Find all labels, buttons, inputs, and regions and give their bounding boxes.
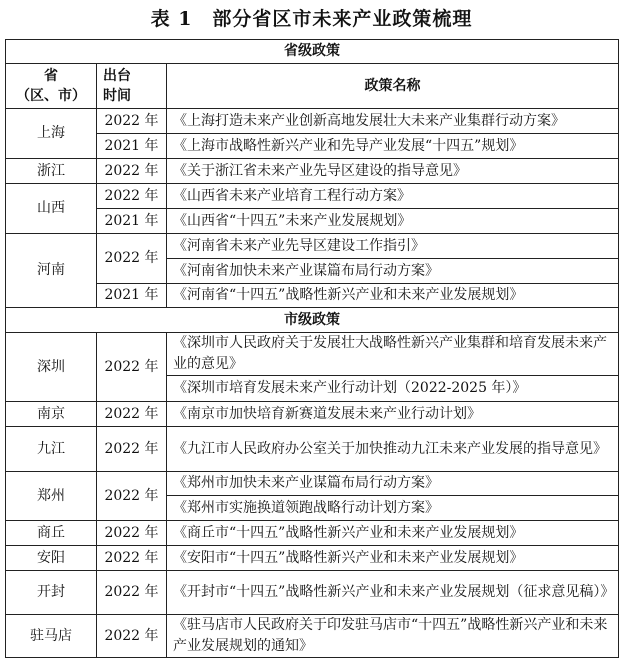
policy-cell: 《关于浙江省未来产业先导区建设的指导意见》	[167, 159, 619, 184]
policy-cell: 《河南省“十四五”战略性新兴产业和未来产业发展规划》	[167, 284, 619, 308]
policy-cell: 《商丘市“十四五”战略性新兴产业和未来产业发展规划》	[167, 521, 619, 546]
table-row	[6, 234, 619, 259]
policy-cell: 《九江市人民政府办公室关于加快推动九江未来产业发展的指导意见》	[167, 427, 619, 472]
region-cell: 开封	[6, 571, 97, 615]
region-cell: 深圳	[6, 333, 97, 402]
table-title: 表 1 部分省区市未来产业政策梳理	[150, 8, 473, 30]
policy-cell: 《深圳市培育发展未来产业行动计划（2022-2025 年）》	[167, 376, 619, 402]
region-cell: 驻马店	[6, 615, 97, 658]
policy-cell: 《上海打造未来产业创新高地发展壮大未来产业集群行动方案》	[167, 109, 619, 134]
region-cell: 郑州	[6, 472, 97, 521]
year-cell: 2022 年	[97, 521, 167, 546]
table-row	[6, 159, 619, 184]
policy-cell: 《开封市“十四五”战略性新兴产业和未来产业发展规划（征求意见稿）》	[167, 571, 619, 615]
table-row	[6, 134, 619, 159]
year-cell: 2022 年	[97, 159, 167, 184]
section-row	[6, 40, 619, 64]
year-cell: 2022 年	[97, 571, 167, 615]
table-row	[6, 521, 619, 546]
region-cell: 浙江	[6, 159, 97, 184]
policy-cell: 《山西省未来产业培育工程行动方案》	[167, 184, 619, 209]
policy-cell: 《郑州市加快未来产业谋篇布局行动方案》	[167, 472, 619, 496]
table-row	[6, 402, 619, 427]
region-cell: 河南	[6, 234, 97, 308]
region-cell: 商丘	[6, 521, 97, 546]
table-row	[6, 427, 619, 472]
region-cell: 南京	[6, 402, 97, 427]
year-cell: 2022 年	[97, 333, 167, 402]
table-row	[6, 209, 619, 234]
section-row	[6, 308, 619, 333]
table-row	[6, 109, 619, 134]
section-header-province: 省级政策	[6, 40, 619, 64]
region-cell: 九江	[6, 427, 97, 472]
policy-cell: 《南京市加快培育新赛道发展未来产业行动计划》	[167, 402, 619, 427]
year-cell: 2022 年	[97, 109, 167, 134]
year-cell: 2022 年	[97, 546, 167, 571]
section-header-city: 市级政策	[6, 308, 619, 333]
policy-cell: 《驻马店市人民政府关于印发驻马店市“十四五”战略性新兴产业和未来产业发展规划的通知》	[167, 615, 619, 658]
table-row	[6, 472, 619, 496]
table-row	[6, 546, 619, 571]
table-row	[6, 333, 619, 376]
policy-cell: 《山西省“十四五”未来产业发展规划》	[167, 209, 619, 234]
year-cell: 2022 年	[97, 427, 167, 472]
table-row	[6, 615, 619, 658]
year-cell: 2022 年	[97, 234, 167, 284]
header-time: 出台 时间	[97, 64, 167, 109]
year-cell: 2021 年	[97, 209, 167, 234]
table-row	[6, 184, 619, 209]
policy-table	[5, 39, 619, 658]
year-cell: 2022 年	[97, 615, 167, 658]
region-cell: 安阳	[6, 546, 97, 571]
year-cell: 2022 年	[97, 184, 167, 209]
policy-cell: 《河南省加快未来产业谋篇布局行动方案》	[167, 259, 619, 284]
policy-cell: 《上海市战略性新兴产业和先导产业发展“十四五”规划》	[167, 134, 619, 159]
header-policy: 政策名称	[167, 64, 619, 109]
region-cell: 上海	[6, 109, 97, 159]
header-row	[6, 64, 619, 109]
year-cell: 2022 年	[97, 402, 167, 427]
year-cell: 2021 年	[97, 134, 167, 159]
policy-cell: 《深圳市人民政府关于发展壮大战略性新兴产业集群和培育发展未来产业的意见》	[167, 333, 619, 376]
policy-cell: 《郑州市实施换道领跑战略行动计划方案》	[167, 496, 619, 521]
header-region: 省 （区、市）	[6, 64, 97, 109]
year-cell: 2021 年	[97, 284, 167, 308]
policy-cell: 《河南省未来产业先导区建设工作指引》	[167, 234, 619, 259]
year-cell: 2022 年	[97, 472, 167, 521]
policy-cell: 《安阳市“十四五”战略性新兴产业和未来产业发展规划》	[167, 546, 619, 571]
region-cell: 山西	[6, 184, 97, 234]
table-row	[6, 284, 619, 308]
table-row	[6, 571, 619, 615]
